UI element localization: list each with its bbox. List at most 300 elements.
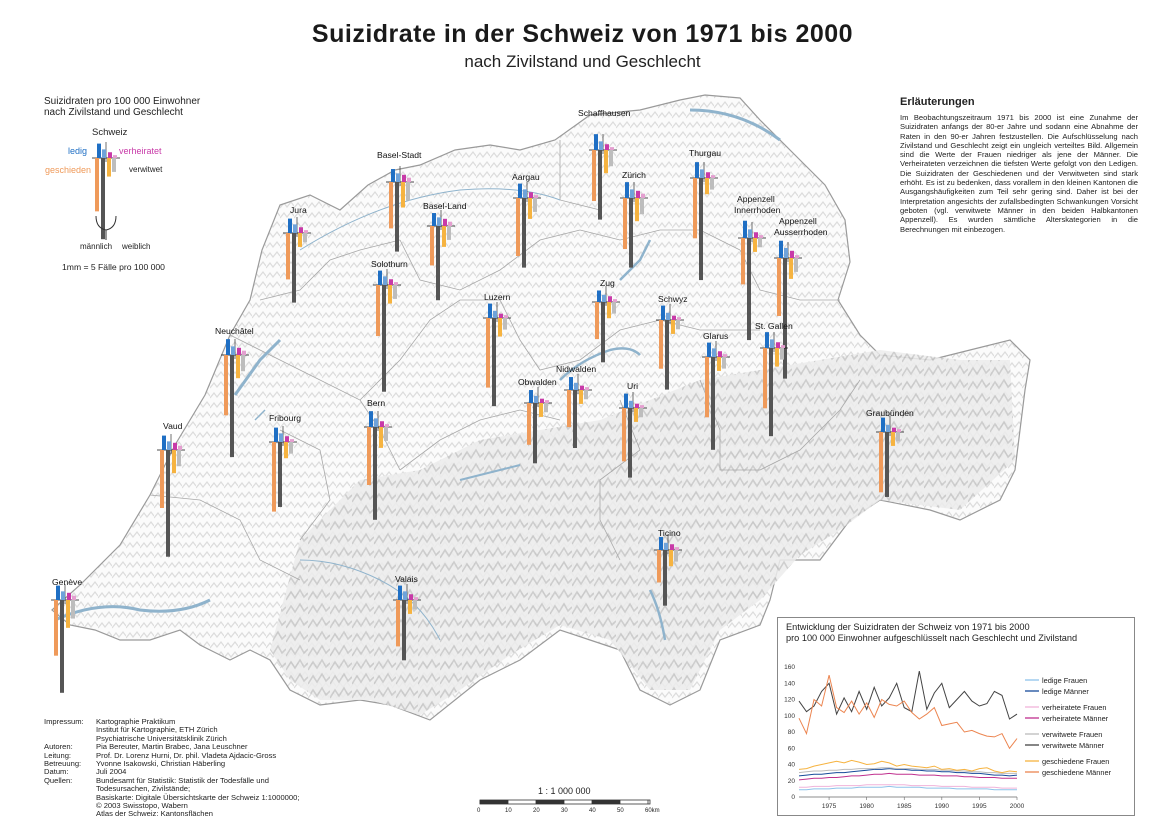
canton-solothurn-bar-lf — [389, 279, 393, 285]
canton-graubünden-bar-vf — [897, 429, 901, 432]
canton-graubünden-bar-wm — [885, 432, 889, 497]
canton-zürich-bar-lm — [625, 182, 629, 198]
canton-fribourg-label: Fribourg — [269, 413, 301, 423]
canton-solothurn-bar-vf — [394, 282, 398, 285]
imprint-value: Pia Bereuter, Martin Brabec, Jana Leuschner — [96, 742, 248, 752]
canton-nidwalden-bar-lf — [580, 386, 584, 390]
chart-ytick-label: 80 — [787, 729, 795, 736]
canton-appenzell-ausserrhoden-bar-gf — [789, 258, 793, 279]
explanation-text: Im Beobachtungszeitraum 1971 bis 2000 ist eine Zunahme der Suizidraten anfangs der 80-er Jahre und sodann eine Abnahme der Raten in den 90-er Jahren festzustellen. Die Aufschlüsselung nach Zivilstand und Geschlecht zeigt ein ungleich verteiltes Bild. Allgemein sind die Werte der Frauen niedriger als jene der Männer. Die Verheirateten verzeichnen die tiefsten Werte gefolgt von den Ledigen. Die Suizidraten der Geschiedenen und der Verwitweten sind stark erhöht. Es ist zu bedenken, dass vorallem in den kleinen Kantonen die Ausgangshäufigkeiten zum Teil sehr gering sind. Daher ist bei der Interpretation angesichts der zufallsbedingten Schwankungen Vorsicht geboten (vgl. verwitwete Männer in den beiden Halbkantonen Appenzell). Es wurden sämtliche Alterskategorien in die Berechnungen mit einbezogen. — [900, 113, 1138, 234]
canton-uri-bar-gf — [634, 408, 638, 422]
canton-appenzell-ausserrhoden-bar-lm — [779, 241, 783, 258]
canton-gen-ve-bar-gf — [66, 600, 70, 628]
legend-ledig: ledig — [68, 146, 88, 156]
legend-heading-line2: nach Zivilstand und Geschlecht — [44, 107, 183, 118]
canton-ticino-bar-lm — [659, 537, 663, 550]
canton-zürich-bar-vf — [641, 194, 645, 198]
legend-verwitwet: verwitwet — [129, 165, 163, 174]
canton-fribourg-bar-lf — [285, 436, 289, 442]
scale-tick-label: 20 — [533, 808, 540, 814]
canton-basel-land-bar-lm — [432, 213, 436, 226]
canton-bern-bar-vm — [374, 418, 378, 427]
legend-verheiratet: verheiratet — [119, 146, 162, 156]
canton-schwyz-label: Schwyz — [658, 294, 688, 304]
chart-xtick-label: 1995 — [972, 803, 987, 810]
canton-vaud-bar-wm — [166, 450, 170, 557]
canton-graubünden-bar-lm — [881, 418, 885, 432]
canton-glarus-bar-vf — [723, 354, 727, 357]
canton-schaffhausen-bar-wf — [609, 150, 613, 166]
canton-st-gallen-bar-lf — [776, 342, 780, 348]
scale-tick-label: 50 — [617, 808, 624, 814]
canton-fribourg-bar-gf — [284, 442, 288, 458]
imprint-row — [44, 718, 299, 743]
scale-tick-label: 10 — [505, 808, 512, 814]
canton-basel-land-bar-lf — [443, 219, 447, 226]
chart-series-geschiedene-männer-legend-label: geschiedene Männer — [1042, 768, 1112, 777]
canton-st-gallen-bar-gf — [775, 348, 779, 367]
canton-luzern-bar-wm — [492, 318, 496, 406]
canton-glarus-bar-gm — [705, 357, 709, 417]
canton-aargau-label: Aargau — [512, 172, 540, 182]
canton-uri-bar-vm — [629, 401, 633, 408]
canton-neuchâtel-bar-gm — [224, 355, 228, 415]
canton-glarus-bar-lf — [718, 351, 722, 357]
chart-series-geschiedene-frauen-legend-label: geschiedene Frauen — [1042, 757, 1110, 766]
canton-vaud-label: Vaud — [163, 421, 183, 431]
canton-schaffhausen-bar-gf — [604, 150, 608, 173]
canton-bern-label: Bern — [367, 398, 386, 408]
canton-solothurn-bar-gm — [376, 285, 380, 336]
canton-obwalden-bar-lf — [540, 399, 544, 403]
canton-thurgau-bar-gf — [705, 178, 709, 194]
canton-schaffhausen-bar-vf — [610, 147, 614, 150]
chart-series-verwitwete-frauen-legend-label: verwitwete Frauen — [1042, 730, 1103, 739]
scale-label: 1 : 1 000 000 — [538, 786, 591, 796]
canton-neuchâtel-bar-vm — [231, 346, 235, 355]
canton-solothurn-bar-vm — [383, 276, 387, 285]
canton-thurgau-bar-lf — [706, 172, 710, 178]
canton-basel-land-bar-vm — [437, 217, 441, 226]
canton-schwyz-bar-gm — [659, 320, 663, 369]
canton-bern-bar-vf — [385, 424, 389, 427]
canton-jura-bar-wf — [303, 233, 307, 242]
canton-appenzell-innerrhoden-bar-wf — [758, 238, 762, 247]
canton-jura-bar-gf — [298, 233, 302, 247]
chart-xtick-label: 2000 — [1009, 803, 1025, 810]
canton-schweiz — [92, 142, 120, 239]
canton-ticino-bar-gm — [657, 550, 661, 582]
canton-uri-bar-lf — [635, 404, 639, 408]
canton-obwalden-bar-wm — [533, 403, 537, 463]
canton-aargau-bar-vm — [523, 189, 527, 198]
canton-zug-bar-vf — [613, 299, 617, 302]
canton-basel-land-bar-wm — [436, 226, 440, 300]
canton-nidwalden-bar-gm — [567, 390, 571, 427]
canton-appenzell-ausserrhoden-bar-vf — [795, 255, 799, 258]
chart-series-ledige-frauen-legend-label: ledige Frauen — [1042, 676, 1088, 685]
imprint-value: Prof. Dr. Lorenz Hurni, Dr. phil. Vladeta Ajdacic-Gross — [96, 750, 277, 760]
chart-series-ledige-männer-legend-label: ledige Männer — [1042, 687, 1089, 696]
canton-valais-bar-lm — [398, 586, 402, 600]
legend-name: Schweiz — [92, 127, 128, 138]
legend-weiblich: weiblich — [122, 242, 151, 251]
canton-basel-stadt-label: Basel-Stadt — [377, 150, 422, 160]
canton-st-gallen-label: St. Gallen — [755, 321, 793, 331]
canton-ticino-label: Ticino — [658, 528, 681, 538]
canton-vaud-bar-vf — [178, 446, 182, 450]
canton-zug-bar-vm — [602, 295, 606, 302]
canton-schwyz-bar-lm — [661, 306, 665, 320]
canton-schweiz-bar-gm — [95, 158, 99, 211]
canton-luzern-bar-gf — [498, 318, 502, 337]
chart-ytick-label: 140 — [784, 680, 795, 688]
canton-appenzell-ausserrhoden-bar-gm — [777, 258, 781, 316]
canton-nidwalden-label: Nidwalden — [556, 364, 597, 374]
scale-bar — [477, 800, 660, 814]
canton-schwyz-bar-vm — [666, 313, 670, 320]
canton-appenzell-innerrhoden-bar-wm — [747, 238, 751, 340]
canton-appenzell-innerrhoden-bar-lf — [754, 232, 758, 238]
imprint-row — [44, 760, 299, 768]
canton-uri-bar-wm — [628, 408, 632, 478]
chart-ytick-label: 160 — [784, 664, 795, 671]
canton-obwalden-bar-lm — [529, 390, 533, 403]
canton-neuchâtel-label: Neuchâtel — [215, 326, 254, 336]
scale-tick-label: 0 — [477, 808, 481, 814]
canton-valais-bar-wf — [413, 600, 417, 609]
chart-series-verheiratete-männer-legend-label: verheiratete Männer — [1042, 714, 1109, 723]
canton-gen-ve-label: Genève — [52, 577, 83, 587]
canton-ticino-bar-wm — [663, 550, 667, 606]
canton-appenzell-ausserrhoden-label-2: Ausserrhoden — [774, 227, 828, 237]
page-subtitle: nach Zivilstand und Geschlecht — [464, 52, 701, 71]
canton-gen-ve-bar-vm — [61, 591, 65, 600]
canton-nidwalden-bar-vf — [585, 387, 589, 390]
canton-appenzell-ausserrhoden-bar-lf — [790, 251, 794, 258]
canton-basel-stadt-bar-gf — [401, 182, 405, 208]
canton-schweiz-bar-wf — [112, 158, 116, 172]
chart-xtick-label: 1975 — [821, 803, 837, 810]
canton-glarus-bar-lm — [707, 343, 711, 357]
canton-nidwalden-bar-vm — [574, 383, 578, 390]
canton-uri-bar-lm — [624, 394, 628, 408]
canton-appenzell-innerrhoden-bar-lm — [743, 221, 747, 238]
canton-zürich-bar-gm — [623, 198, 627, 249]
canton-basel-stadt-bar-gm — [389, 182, 393, 228]
imprint-key: Autoren: — [44, 742, 73, 752]
canton-glarus-bar-gf — [717, 357, 721, 371]
canton-aargau-bar-vf — [534, 195, 538, 198]
chart-ytick-label: 20 — [787, 777, 795, 785]
canton-jura-bar-vm — [293, 224, 297, 233]
canton-zürich-bar-lf — [636, 191, 640, 198]
explanation-title: Erläuterungen — [900, 96, 975, 108]
canton-ticino-bar-wf — [674, 550, 678, 562]
trend-chart — [777, 617, 1133, 814]
imprint-row — [44, 777, 299, 819]
canton-schweiz-bar-vf — [113, 155, 117, 158]
canton-graubünden-bar-wf — [896, 432, 900, 441]
canton-schwyz-bar-lf — [672, 316, 676, 320]
canton-nidwalden-bar-lm — [569, 377, 573, 390]
canton-nidwalden-bar-gf — [579, 390, 583, 404]
chart-series-verwitwete-frauen — [799, 768, 1017, 774]
canton-nidwalden-bar-wm — [573, 390, 577, 448]
canton-st-gallen-bar-lm — [765, 332, 769, 348]
canton-uri-bar-wf — [639, 408, 643, 417]
legend-heading-line1: Suizidraten pro 100 000 Einwohner — [44, 96, 201, 107]
canton-graubünden-label: Graubünden — [866, 408, 914, 418]
canton-luzern-bar-vm — [493, 311, 497, 318]
canton-basel-stadt-bar-lm — [391, 169, 395, 182]
canton-valais-label: Valais — [395, 574, 418, 584]
canton-zürich-bar-wm — [629, 198, 633, 268]
canton-st-gallen-bar-wm — [769, 348, 773, 436]
chart-ytick-label: 120 — [784, 696, 795, 704]
canton-fribourg-bar-vm — [279, 433, 283, 442]
chart-ytick-label: 40 — [787, 761, 795, 769]
canton-vaud-bar-vm — [167, 441, 171, 450]
canton-glarus-bar-wf — [722, 357, 726, 369]
canton-zürich-label: Zürich — [622, 170, 646, 180]
canton-basel-land-bar-wf — [447, 226, 451, 240]
canton-luzern-bar-wf — [503, 318, 507, 330]
canton-aargau-bar-lf — [529, 192, 533, 198]
canton-aargau-bar-gf — [528, 198, 532, 219]
canton-schwyz-bar-gf — [671, 320, 675, 334]
canton-bern-bar-gm — [367, 427, 371, 485]
canton-ticino-bar-vm — [664, 543, 668, 550]
canton-basel-land-bar-gf — [442, 226, 446, 247]
canton-gen-ve-bar-vf — [72, 596, 76, 600]
imprint — [44, 718, 299, 819]
canton-thurgau-bar-vf — [711, 175, 715, 178]
canton-obwalden-bar-wf — [544, 403, 548, 412]
imprint-value: Juli 2004 — [96, 767, 127, 777]
canton-solothurn-bar-gf — [388, 285, 392, 304]
canton-luzern-bar-lf — [499, 314, 503, 318]
canton-appenzell-ausserrhoden-bar-vm — [784, 248, 788, 258]
canton-luzern-bar-vf — [504, 315, 508, 318]
imprint-key: Leitung: — [44, 750, 72, 760]
imprint-key: Quellen: — [44, 775, 73, 785]
canton-valais-bar-wm — [402, 600, 406, 660]
chart-ytick-label: 100 — [784, 712, 795, 720]
canton-schaffhausen-bar-lm — [594, 134, 598, 150]
canton-appenzell-ausserrhoden-bar-wm — [783, 258, 787, 379]
canton-neuchâtel-bar-vf — [242, 351, 246, 355]
canton-vaud-bar-gm — [160, 450, 164, 508]
canton-basel-stadt-bar-vm — [396, 173, 400, 182]
canton-zug-bar-gm — [595, 302, 599, 339]
canton-graubünden-bar-lf — [892, 428, 896, 432]
chart-ytick-label: 0 — [791, 794, 795, 801]
canton-thurgau-bar-lm — [695, 162, 699, 178]
page-title: Suizidrate in der Schweiz von 1971 bis 2000 — [311, 20, 854, 48]
canton-appenzell-innerrhoden-label-1: Appenzell — [737, 194, 775, 204]
canton-st-gallen-bar-vf — [781, 345, 785, 348]
canton-glarus-bar-vm — [712, 348, 716, 357]
canton-fribourg-bar-wm — [278, 442, 282, 507]
scale-tick-label: 40 — [589, 808, 596, 814]
canton-jura-bar-vf — [304, 230, 308, 233]
canton-gen-ve-bar-lf — [67, 593, 71, 600]
canton-basel-land-bar-gm — [430, 226, 434, 265]
canton-basel-stadt-bar-wf — [406, 182, 410, 201]
canton-thurgau-bar-wf — [710, 178, 714, 190]
chart-xtick-label: 1985 — [897, 803, 912, 810]
canton-glarus-bar-wm — [711, 357, 715, 450]
canton-schweiz-bar-gf — [107, 158, 111, 177]
canton-appenzell-ausserrhoden-label-1: Appenzell — [779, 216, 817, 226]
canton-aargau-bar-wf — [533, 198, 537, 212]
chart-series-geschiedene-frauen — [799, 760, 1017, 772]
canton-basel-land-label: Basel-Land — [423, 201, 467, 211]
canton-zürich-bar-wf — [640, 198, 644, 214]
imprint-key: Betreuung: — [44, 759, 82, 769]
legend-symbol — [96, 216, 116, 240]
chart-series-verheiratete-frauen-legend-label: verheiratete Frauen — [1042, 703, 1107, 712]
canton-schweiz-bar-lm — [97, 144, 101, 158]
imprint-key: Impressum: — [44, 717, 84, 726]
canton-solothurn-bar-wf — [393, 285, 397, 299]
canton-vaud-bar-lm — [162, 436, 166, 450]
legend-scale-note: 1mm = 5 Fälle pro 100 000 — [62, 262, 165, 272]
imprint-key: Datum: — [44, 767, 69, 777]
canton-zürich-bar-gf — [635, 198, 639, 221]
canton-solothurn-bar-wm — [382, 285, 386, 392]
canton-neuchâtel-bar-lf — [237, 348, 241, 355]
canton-solothurn-label: Solothurn — [371, 259, 408, 269]
legend-heading — [44, 96, 274, 118]
canton-schweiz-bar-wm — [101, 158, 105, 239]
canton-neuchâtel-bar-lm — [226, 339, 230, 355]
imprint-value: Bundesamt für Statistik: Statistik der Todesfälle und Todesursachen, Zivilstände; Basiskarte: Digitale Übersichtskarte der Schweiz 1:1000000; © 2003 Swisstopo, Wabern Atlas der Schweiz: Kantonsflächen — [96, 775, 300, 819]
legend-maennlich: männlich — [80, 242, 113, 251]
canton-zug-bar-wm — [601, 302, 605, 362]
canton-basel-stadt-bar-lf — [402, 175, 406, 182]
canton-schwyz-bar-vf — [677, 317, 681, 320]
chart-series-verwitwete-männer-legend-label: verwitwete Männer — [1042, 741, 1105, 750]
canton-appenzell-innerrhoden-bar-vf — [759, 235, 763, 238]
canton-bern-bar-lf — [380, 421, 384, 427]
canton-jura-label: Jura — [290, 205, 307, 215]
canton-schwyz-bar-wf — [676, 320, 680, 329]
legend-brace — [96, 216, 116, 240]
canton-neuchâtel-bar-wm — [230, 355, 234, 457]
chart-xtick-label: 1990 — [934, 803, 950, 810]
canton-thurgau-label: Thurgau — [689, 148, 722, 158]
canton-basel-land-bar-vf — [448, 222, 452, 226]
canton-zug-label: Zug — [600, 278, 615, 288]
canton-aargau-bar-gm — [516, 198, 520, 256]
canton-valais-bar-gf — [408, 600, 412, 614]
canton-appenzell-innerrhoden-bar-gm — [741, 238, 745, 284]
canton-valais-bar-gm — [396, 600, 400, 646]
canton-luzern-label: Luzern — [484, 292, 511, 302]
canton-vaud-bar-wf — [177, 450, 181, 466]
canton-schweiz-bar-vm — [102, 149, 106, 158]
imprint-value: Kartographie Praktikum Institut für Kartographie, ETH Zürich Psychiatrische Universitätsklinik Zürich — [96, 717, 227, 743]
chart-series-geschiedene-männer — [799, 675, 1017, 748]
canton-graubünden-bar-vm — [886, 425, 890, 432]
canton-jura-bar-gm — [286, 233, 290, 279]
canton-fribourg-bar-lm — [274, 428, 278, 442]
canton-zug-bar-wf — [612, 302, 616, 314]
canton-obwalden-bar-vm — [534, 396, 538, 403]
canton-gen-ve-bar-gm — [54, 600, 58, 656]
canton-aargau-bar-wm — [522, 198, 526, 268]
canton-ticino-bar-vf — [675, 547, 679, 550]
canton-luzern-bar-gm — [486, 318, 490, 388]
canton-obwalden-bar-gm — [527, 403, 531, 445]
chart-series-verwitwete-männer — [799, 671, 1017, 719]
canton-thurgau-bar-gm — [693, 178, 697, 238]
canton-schaffhausen-label: Schaffhausen — [578, 108, 631, 118]
scale-tick-label: 30 — [561, 808, 568, 814]
canton-bern-bar-lm — [369, 411, 373, 427]
canton-zürich-bar-vm — [630, 189, 634, 198]
canton-fribourg-bar-vf — [290, 439, 294, 442]
canton-appenzell-innerrhoden-label-2: Innerrhoden — [734, 205, 781, 215]
canton-st-gallen-bar-vm — [770, 339, 774, 348]
canton-appenzell-innerrhoden-bar-gf — [753, 238, 757, 252]
canton-obwalden-bar-vf — [545, 400, 549, 403]
canton-uri-bar-gm — [622, 408, 626, 461]
trend-chart-title: Entwicklung der Suizidraten der Schweiz von 1971 bis 2000 — [786, 622, 1030, 632]
canton-zug-bar-lm — [597, 290, 601, 302]
canton-appenzell-innerrhoden-bar-vm — [748, 229, 752, 238]
canton-schaffhausen-bar-lf — [605, 144, 609, 150]
canton-bern-bar-gf — [379, 427, 383, 448]
canton-uri-label: Uri — [627, 381, 638, 391]
canton-schaffhausen-bar-wm — [598, 150, 602, 220]
canton-valais-bar-lf — [409, 594, 413, 600]
canton-obwalden-bar-gf — [539, 403, 543, 417]
canton-obwalden-label: Obwalden — [518, 377, 557, 387]
canton-vaud-bar-lf — [173, 443, 177, 450]
canton-st-gallen-bar-gm — [763, 348, 767, 408]
canton-gen-ve-bar-wf — [71, 600, 75, 619]
canton-appenzell-ausserrhoden-bar-wf — [794, 258, 798, 272]
imprint-value: Yvonne Isakowski, Christian Häberling — [96, 759, 226, 769]
canton-uri-bar-vf — [640, 405, 644, 408]
canton-graubünden-bar-gf — [891, 432, 895, 446]
chart-xtick-label: 1980 — [859, 803, 874, 810]
canton-st-gallen-bar-wf — [780, 348, 784, 360]
canton-bern-bar-wm — [373, 427, 377, 520]
canton-schweiz-bar-lf — [108, 152, 112, 158]
scale-tick-label: 60km — [645, 808, 660, 814]
canton-luzern-bar-lm — [488, 304, 492, 318]
canton-aargau-bar-lm — [518, 184, 522, 198]
canton-gen-ve-bar-lm — [56, 586, 60, 600]
canton-valais-bar-vm — [403, 591, 407, 600]
trend-chart-subtitle: pro 100 000 Einwohner aufgeschlüsselt nach Geschlecht und Zivilstand — [786, 633, 1078, 643]
canton-graubünden-bar-gm — [879, 432, 883, 492]
canton-ticino-bar-gf — [669, 550, 673, 566]
canton-solothurn-bar-lm — [378, 271, 382, 285]
canton-vaud-bar-gf — [172, 450, 176, 473]
canton-schaffhausen-bar-vm — [599, 141, 603, 150]
canton-schwyz-bar-wm — [665, 320, 669, 390]
canton-jura-bar-lm — [288, 219, 292, 233]
canton-thurgau-bar-vm — [700, 169, 704, 178]
canton-jura-bar-wm — [292, 233, 296, 303]
canton-nidwalden-bar-wf — [584, 390, 588, 399]
canton-fribourg-bar-gm — [272, 442, 276, 512]
